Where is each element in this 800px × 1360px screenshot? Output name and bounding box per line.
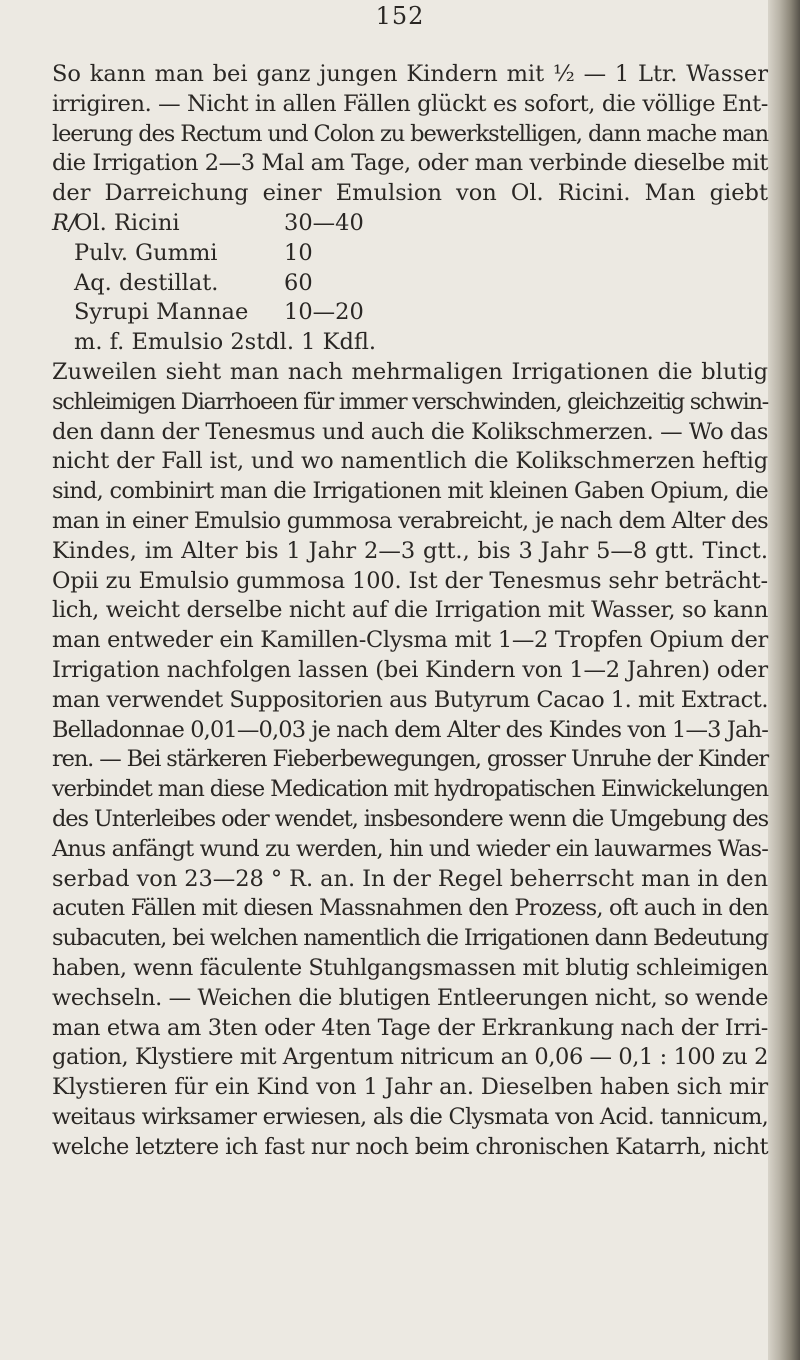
text-line: man entweder ein Kamillen-Clysma mit 1—2 Tropfen Opium der	[52, 627, 768, 654]
recipe-item-amount: 60	[284, 269, 313, 296]
text-line: weitaus wirksamer erwiesen, als die Clysmata von Acid. tannicum,	[52, 1103, 768, 1130]
text-line: irrigiren. — Nicht in allen Fällen glückt es sofort, die völlige Ent-	[52, 90, 768, 117]
text-line: haben, wenn fäculente Stuhlgangsmassen mit blutig schleimigen	[52, 954, 768, 981]
text-line: serbad von 23—28 ° R. an. In der Regel beherrscht man in den	[52, 865, 768, 892]
text-line: die Irrigation 2—3 Mal am Tage, oder man verbinde dieselbe mit	[52, 150, 768, 177]
text-line: gation, Klystiere mit Argentum nitricum an 0,06 — 0,1 : 100 zu 2	[52, 1044, 768, 1071]
text-line: ren. — Bei stärkeren Fieberbewegungen, grosser Unruhe der Kinder	[52, 746, 768, 773]
text-line: des Unterleibes oder wendet, insbesondere wenn die Umgebung des	[52, 805, 768, 832]
text-line: acuten Fällen mit diesen Massnahmen den Prozess, oft auch in den	[52, 895, 768, 922]
text-line: subacuten, bei welchen namentlich die Irrigationen dann Bedeutung	[52, 925, 768, 952]
body-text	[52, 60, 788, 1162]
text-line: man etwa am 3ten oder 4ten Tage der Erkrankung nach der Irri-	[52, 1014, 768, 1041]
text-line: Zuweilen sieht man nach mehrmaligen Irrigationen die blutig	[52, 358, 768, 385]
recipe-item-name: Ol. Ricini	[74, 209, 180, 236]
text-line: man in einer Emulsio gummosa verabreicht, je nach dem Alter des	[52, 507, 768, 534]
text-line: sind, combinirt man die Irrigationen mit kleinen Gaben Opium, die	[52, 478, 768, 505]
text-line: welche letztere ich fast nur noch beim chronischen Katarrh, nicht	[52, 1133, 768, 1160]
recipe-item-amount: 10—20	[284, 299, 364, 326]
text-line: der Darreichung einer Emulsion von Ol. Ricini. Man giebt	[52, 180, 768, 207]
text-line: Belladonnae 0,01—0,03 je nach dem Alter des Kindes von 1—3 Jah-	[52, 716, 768, 743]
recipe-item-amount: 10	[284, 239, 313, 266]
text-line: Irrigation nachfolgen lassen (bei Kindern von 1—2 Jahren) oder	[52, 656, 768, 683]
rx-icon: R/	[52, 209, 77, 236]
text-line: nicht der Fall ist, und wo namentlich die Kolikschmerzen heftig	[52, 448, 768, 475]
text-line: Kindes, im Alter bis 1 Jahr 2—3 gtt., bis 3 Jahr 5—8 gtt. Tinct.	[52, 537, 768, 564]
recipe-item-name: Syrupi Mannae	[74, 299, 249, 326]
text-line: leerung des Rectum und Colon zu bewerkstelligen, dann mache man	[52, 120, 768, 147]
text-line: man verwendet Suppositorien aus Butyrum Cacao 1. mit Extract.	[52, 686, 768, 713]
text-line: Klystieren für ein Kind von 1 Jahr an. Dieselben haben sich mir	[52, 1074, 768, 1101]
text-line: schleimigen Diarrhoeen für immer verschwinden, gleichzeitig schwin-	[52, 388, 768, 415]
paragraph-main	[52, 358, 788, 1163]
paragraph-intro	[52, 60, 788, 209]
recipe-signature: m. f. Emulsio 2stdl. 1 Kdfl.	[74, 329, 377, 356]
text-line: Anus anfängt wund zu werden, hin und wieder ein lauwarmes Was-	[52, 835, 768, 862]
text-line: verbindet man diese Medication mit hydropatischen Einwickelungen	[52, 776, 768, 803]
text-line: lich, weicht derselbe nicht auf die Irrigation mit Wasser, so kann	[52, 597, 768, 624]
text-line: den dann der Tenesmus und auch die Kolikschmerzen. — Wo das	[52, 418, 768, 445]
text-line: So kann man bei ganz jungen Kindern mit ½ — 1 Ltr. Wasser	[52, 61, 768, 87]
recipe-item-amount: 30—40	[284, 209, 364, 236]
prescription	[52, 209, 788, 328]
text-line: Opii zu Emulsio gummosa 100. Ist der Tenesmus sehr beträcht-	[52, 567, 768, 594]
recipe-item-name: Pulv. Gummi	[74, 239, 218, 266]
page-number: 152	[375, 2, 425, 30]
text-line: wechseln. — Weichen die blutigen Entleerungen nicht, so wende	[52, 984, 768, 1011]
recipe-item-name: Aq. destillat.	[74, 269, 219, 296]
